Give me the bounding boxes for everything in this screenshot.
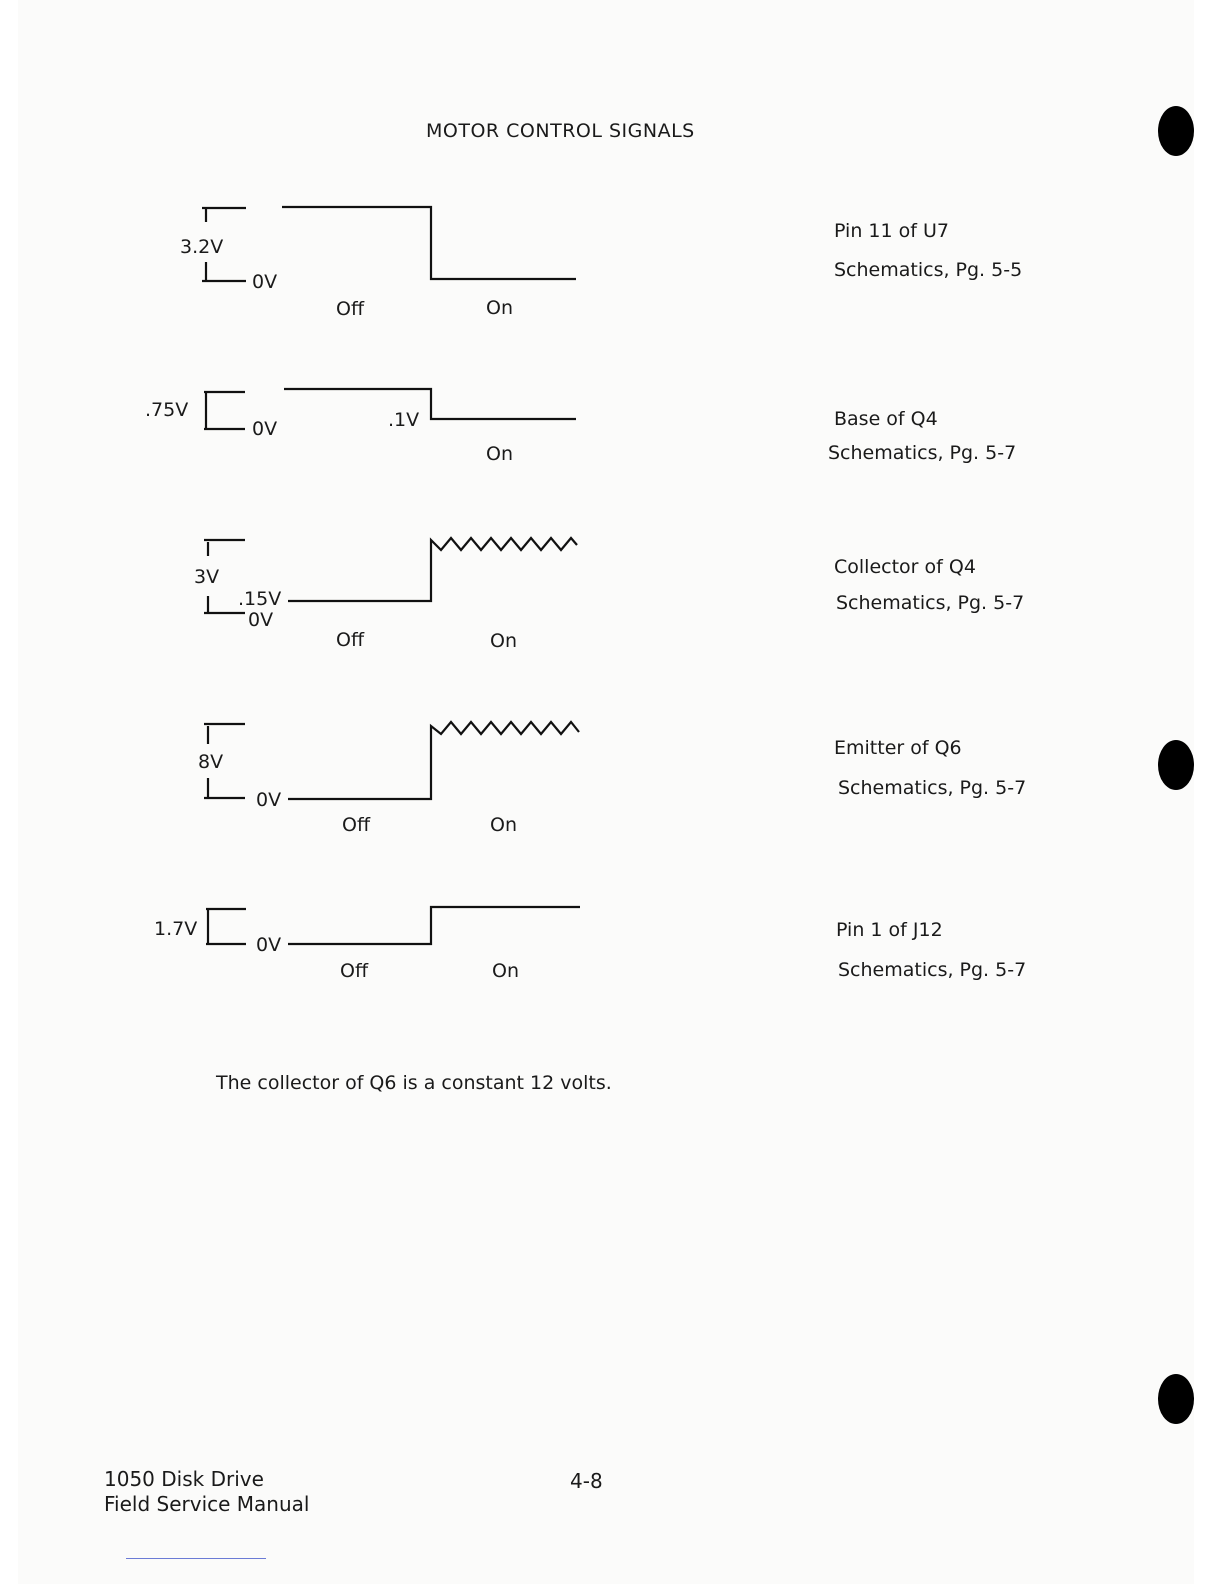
footer-product: 1050 Disk Drive: [104, 1467, 264, 1491]
on-label: On: [486, 297, 513, 319]
on-label: On: [486, 443, 513, 465]
low-level-label: .1V: [388, 409, 420, 431]
schematic-reference: Schematics, Pg. 5-5: [834, 259, 1023, 281]
schematic-reference: Schematics, Pg. 5-7: [836, 592, 1025, 614]
zero-label: 0V: [252, 271, 278, 293]
schematic-reference: Schematics, Pg. 5-7: [838, 959, 1027, 981]
signal-location: Base of Q4: [834, 408, 938, 430]
signal-location: Collector of Q4: [834, 556, 976, 578]
waveform-emitter-q6: [204, 722, 579, 799]
on-label: On: [490, 814, 517, 836]
voltage-label: 3.2V: [180, 236, 224, 258]
zero-label: 0V: [256, 789, 282, 811]
signal-location: Pin 1 of J12: [836, 919, 943, 941]
schematic-reference: Schematics, Pg. 5-7: [838, 777, 1027, 799]
voltage-label: .75V: [145, 399, 189, 421]
off-label: Off: [340, 960, 369, 982]
off-label: Off: [336, 629, 365, 651]
binder-hole-bottom: [1158, 1374, 1194, 1424]
scan-edge-line: [126, 1558, 266, 1559]
zero-label: 0V: [252, 418, 278, 440]
schematic-reference: Schematics, Pg. 5-7: [828, 442, 1017, 464]
signal-trace: [284, 389, 576, 419]
collector-note: The collector of Q6 is a constant 12 volts.: [216, 1072, 612, 1094]
page-number: 4-8: [570, 1469, 603, 1493]
low-level-label: .15V: [238, 588, 282, 610]
page-title: MOTOR CONTROL SIGNALS: [426, 120, 695, 142]
footer-manual: Field Service Manual: [104, 1492, 310, 1516]
zero-label: 0V: [256, 934, 282, 956]
signal-location: Pin 11 of U7: [834, 220, 949, 242]
waveform-pin11-u7: [202, 207, 576, 281]
zero-label: 0V: [248, 609, 274, 631]
on-label: On: [490, 630, 517, 652]
voltage-label: 3V: [194, 566, 220, 588]
off-label: Off: [342, 814, 371, 836]
voltage-label: 8V: [198, 751, 224, 773]
signal-trace: [288, 907, 580, 944]
on-label: On: [492, 960, 519, 982]
binder-hole-top: [1158, 106, 1194, 156]
signal-location: Emitter of Q6: [834, 737, 962, 759]
signal-trace: [282, 207, 576, 279]
binder-hole-middle: [1158, 740, 1194, 790]
off-label: Off: [336, 298, 365, 320]
signal-trace: [288, 722, 579, 799]
voltage-label: 1.7V: [154, 918, 198, 940]
signal-trace: [288, 538, 577, 601]
